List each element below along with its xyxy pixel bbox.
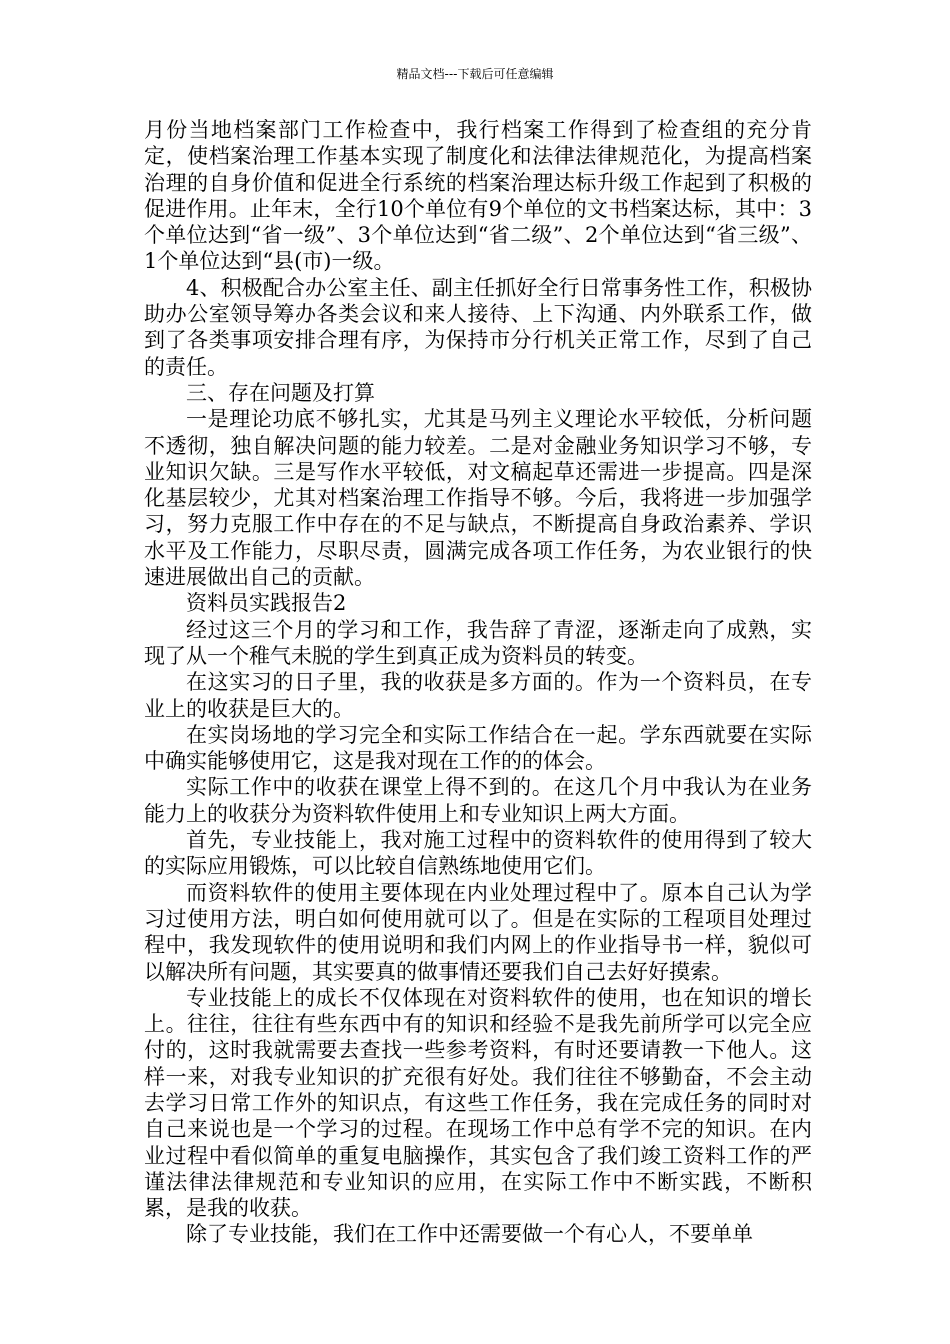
paragraph-three-months: 经过这三个月的学习和工作，我告辞了青涩，逐渐走向了成熟，实现了从一个稚气未脱的学生到真正成为资料员的转变。	[144, 617, 812, 668]
section-heading-problems: 三、存在问题及打算	[186, 380, 375, 405]
report-title: 资料员实践报告2	[186, 591, 347, 616]
document-body	[144, 117, 812, 1248]
paragraph-practical-gains: 实际工作中的收获在课堂上得不到的。在这几个月中我认为在业务能力上的收获分为资料软件使用上和专业知识上两大方面。	[144, 775, 812, 826]
page-header: 精品文档---下载后可任意编辑	[396, 67, 554, 81]
paragraph-on-site-learning: 在实岗场地的学习完全和实际工作结合在一起。学东西就要在实际中确实能够使用它，这是我对现在工作的的体会。	[144, 722, 812, 774]
paragraph-knowledge-growth: 专业技能上的成长不仅体现在对资料软件的使用，也在知识的增长上。往往，往往有些东西中有的知识和经验不是我先前所学可以完全应付的，这时我就需要去查找一些参考资料，有时还要请教一下他人。这样一来，对我专业知识的扩充很有好处。我们往往不够勤奋，不会主动去学习日常工作外的知识点，有这些工作任务，我在完成任务的同时对自己来说也是一个学习的过程。在现场工作中总有学不完的知识。在内业过程中看似简单的重复电脑操作，其实包含了我们竣工资料工作的严谨法律法律规范和专业知识的应用，在实际工作中不断实践，不断积累，是我的收获。	[144, 985, 812, 1221]
paragraph-archive-inspection: 月份当地档案部门工作检查中，我行档案工作得到了检查组的充分肯定，使档案治理工作基本实现了制度化和法律法律规范化，为提高档案治理的自身价值和促进全行系统的档案治理达标升级工作起到了积极的促进作用。止年末，全行10个单位有9个单位的文书档案达标，其中：3个单位达到“省一级”、3个单位达到“省二级”、2个单位达到“省三级”、1个单位达到“县(市)一级。	[144, 118, 812, 274]
paragraph-internship-gains: 在这实习的日子里，我的收获是多方面的。作为一个资料员，在专业上的收获是巨大的。	[144, 670, 812, 721]
paragraph-shortcomings: 一是理论功底不够扎实，尤其是马列主义理论水平较低，分析问题不透彻，独自解决问题的能力较差。二是对金融业务知识学习不够，专业知识欠缺。三是写作水平较低，对文稿起草还需进一步提高。四是深化基层较少，尤其对档案治理工作指导不够。今后，我将进一步加强学习，努力克服工作中存在的不足与缺点，不断提高自身政治素养、学识水平及工作能力，尽职尽责，圆满完成各项工作任务，为农业银行的快速进展做出自己的贡献。	[144, 407, 812, 590]
paragraph-software-skills: 首先，专业技能上，我对施工过程中的资料软件的使用得到了较大的实际应用锻炼，可以比较自信熟练地使用它们。	[144, 828, 812, 879]
paragraph-beyond-skills: 除了专业技能，我们在工作中还需要做一个有心人，不要单单	[186, 1222, 753, 1247]
paragraph-office-coordination: 4、积极配合办公室主任、副主任抓好全行日常事务性工作，积极协助办公室领导筹办各类会议和来人接待、上下沟通、内外联系工作，做到了各类事项安排合理有序，为保持市分行机关正常工作，尽到了自己的责任。	[144, 275, 812, 379]
paragraph-software-usage: 而资料软件的使用主要体现在内业处理过程中了。原本自己认为学习过使用方法，明白如何使用就可以了。但是在实际的工程项目处理过程中，我发现软件的使用说明和我们内网上的作业指导书一样，貌似可以解决所有问题，其实要真的做事情还要我们自己去好好摸索。	[144, 880, 812, 984]
